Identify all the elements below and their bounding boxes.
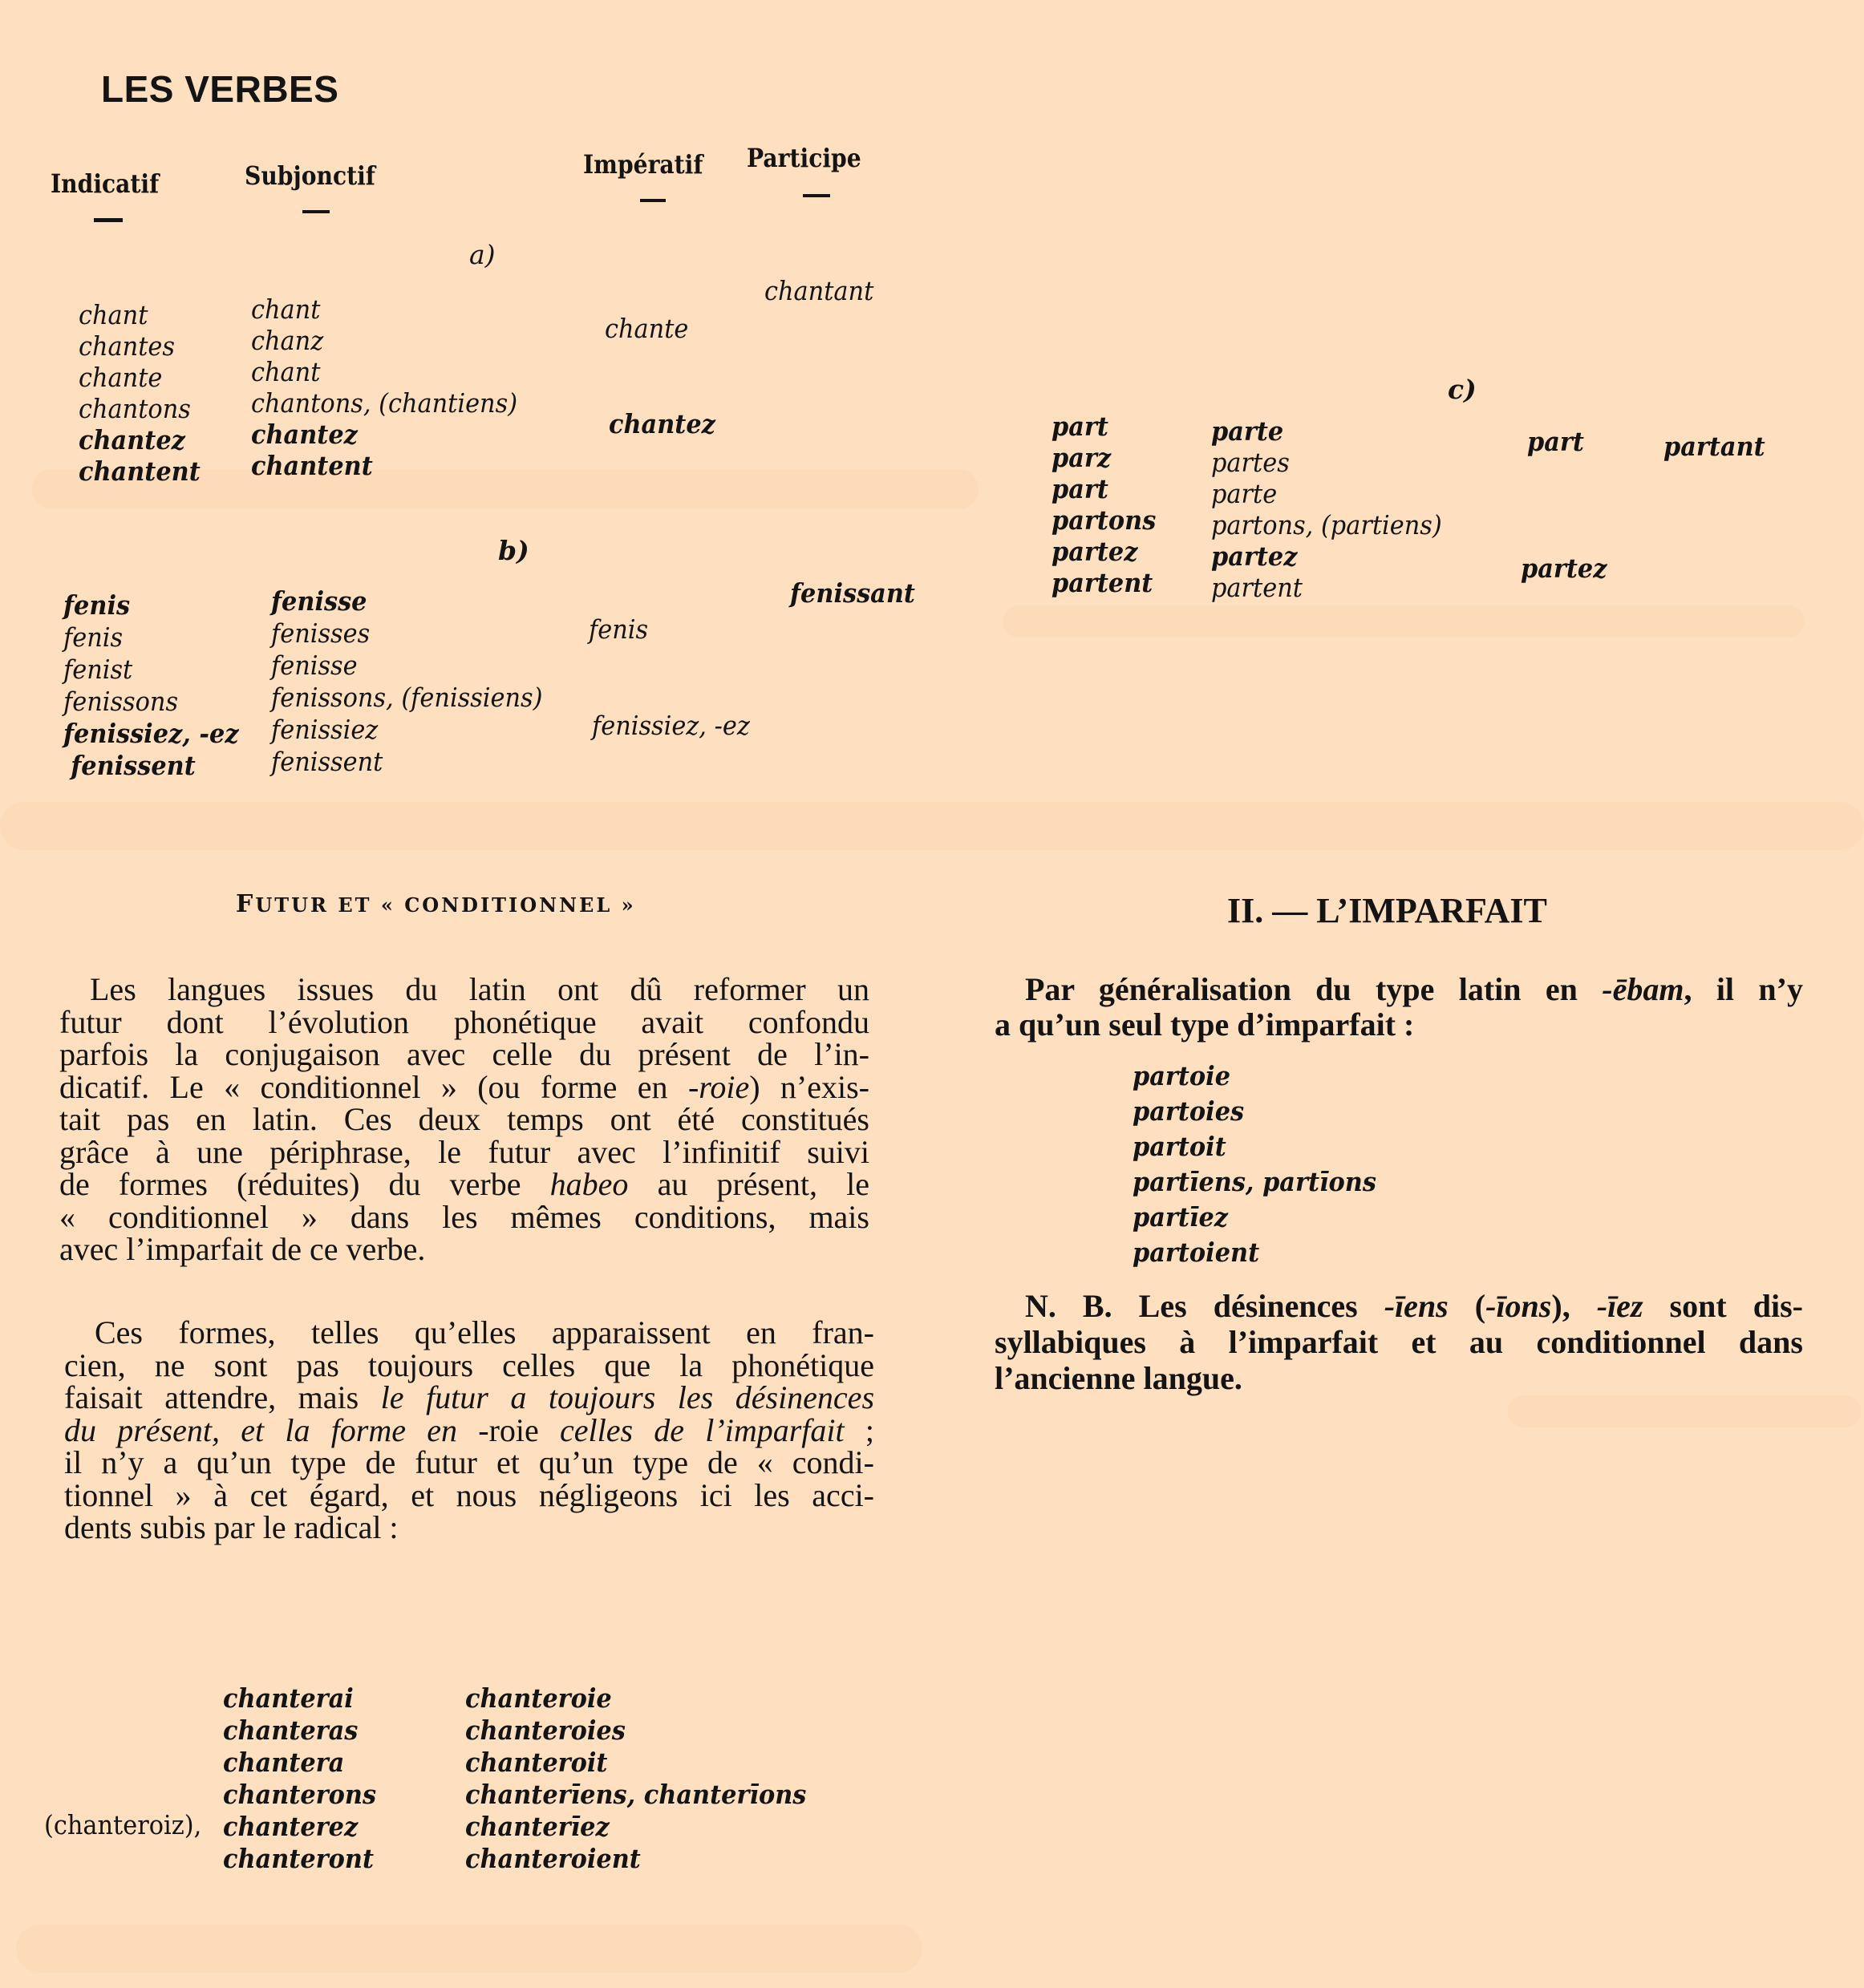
heading-initial: F xyxy=(236,890,256,918)
text-line: syllabiques à l’imparfait et au conditionnel dans xyxy=(995,1324,1803,1360)
text-line: grâce à une périphrase, le futur avec l’infinitif suivi xyxy=(59,1133,869,1170)
form: fenist xyxy=(63,654,133,685)
text-line xyxy=(995,972,1803,1007)
text-segment: N. B. Les désinences xyxy=(1025,1288,1384,1324)
text-line: avec l’imparfait de ce verbe. xyxy=(59,1231,426,1267)
text-segment: dicatif. Le « conditionnel » (ou forme en xyxy=(59,1068,688,1105)
form: chantez xyxy=(251,419,358,450)
text-segment: du présent, et la forme en xyxy=(64,1411,479,1448)
form: chanteroies xyxy=(465,1715,626,1746)
form: chante xyxy=(79,362,163,393)
section-heading-imparfait: II. — L’IMPARFAIT xyxy=(1227,891,1547,930)
form: chanterai xyxy=(223,1682,354,1714)
italic-term: -roie xyxy=(687,1068,750,1105)
indicatif-a xyxy=(79,299,201,487)
form: chant xyxy=(251,356,321,387)
form: chanterīens, chanterīons xyxy=(465,1779,807,1810)
form: partez xyxy=(1211,541,1298,572)
imparfait-intro xyxy=(995,972,1803,1043)
text-line: l’ancienne langue. xyxy=(995,1360,1242,1396)
form: chanz xyxy=(251,325,324,356)
text-line: dents subis par le radical : xyxy=(64,1509,399,1545)
paper-smudge xyxy=(0,802,1864,850)
text-line: cien, ne sont pas toujours celles que la phonétique xyxy=(64,1346,874,1383)
futur-paragraph-2 xyxy=(64,1314,875,1545)
imperatif-a-2: chantez xyxy=(609,408,715,439)
form: chanteront xyxy=(223,1843,374,1874)
text-line: Les langues issues du latin ont dû reformer un xyxy=(90,971,869,1007)
subjonctif-b xyxy=(271,585,542,778)
form: parte xyxy=(1211,478,1278,509)
form: fenis xyxy=(63,622,124,653)
form: fenissons, (fenissiens) xyxy=(271,682,543,713)
form: partīez xyxy=(1133,1201,1229,1233)
subjonctif-c xyxy=(1211,415,1442,603)
form: part xyxy=(1052,411,1108,442)
imperatif-a-1: chante xyxy=(605,313,689,344)
form: chantera xyxy=(223,1747,345,1778)
text-line xyxy=(59,1068,869,1105)
header-dash xyxy=(94,218,123,222)
text-segment: ) n’exis- xyxy=(749,1068,869,1105)
form: partes xyxy=(1211,447,1290,478)
section-heading-futur xyxy=(236,890,636,918)
group-label-a: a) xyxy=(469,239,496,270)
column-header-indicatif: Indicatif xyxy=(51,168,160,199)
imperatif-c-2: partez xyxy=(1521,553,1607,584)
form: chantons, (chantiens) xyxy=(251,387,518,419)
indicatif-c xyxy=(1052,411,1156,598)
form: chantent xyxy=(79,455,201,487)
text-line: parfois la conjugaison avec celle du présent de l’in- xyxy=(59,1036,869,1072)
text-line: a qu’un seul type d’imparfait : xyxy=(995,1006,1415,1043)
text-line xyxy=(64,1411,874,1448)
form: chantez xyxy=(79,424,185,455)
text-line xyxy=(59,1168,869,1201)
paper-smudge xyxy=(1508,1395,1861,1427)
form: partez xyxy=(1052,536,1138,567)
form: fenissons xyxy=(63,686,179,717)
form: fenissent xyxy=(271,746,383,777)
form: chanteroit xyxy=(465,1747,608,1778)
form: part xyxy=(1052,473,1108,504)
imparfait-note xyxy=(995,1288,1803,1396)
italic-term: -īons xyxy=(1485,1288,1552,1324)
paper-smudge xyxy=(1003,605,1805,638)
text-line xyxy=(995,1288,1803,1324)
group-label-b: b) xyxy=(498,535,529,566)
column-header-subjonctif: Subjonctif xyxy=(245,160,375,191)
form: partoit xyxy=(1133,1131,1226,1162)
indicatif-b xyxy=(63,589,239,782)
text-segment: ), xyxy=(1551,1288,1597,1324)
form: chanterons xyxy=(223,1779,377,1810)
participe-b: fenissant xyxy=(790,577,915,609)
italic-term: -roie xyxy=(478,1411,539,1448)
header-dash xyxy=(302,210,330,213)
column-header-participe: Participe xyxy=(747,143,861,173)
form: fenisse xyxy=(271,585,367,617)
subjonctif-a xyxy=(251,294,517,481)
form: parz xyxy=(1052,442,1112,473)
form: partent xyxy=(1211,572,1303,603)
form: chant xyxy=(79,299,148,330)
italic-term: le futur a toujours les désinences xyxy=(380,1379,875,1415)
form: partent xyxy=(1052,567,1153,598)
text-line: tait pas en latin. Ces deux temps ont été constitués xyxy=(59,1101,869,1137)
form: chanteroie xyxy=(465,1682,612,1714)
text-line: il n’y a qu’un type de futur et qu’un type de « condi- xyxy=(64,1444,874,1480)
form: chanteroient xyxy=(465,1843,641,1874)
form: chanterez xyxy=(223,1811,359,1842)
form: chantes xyxy=(79,330,175,362)
form: fenisse xyxy=(271,650,358,681)
form: fenissiez, -ez xyxy=(63,718,239,749)
header-dash xyxy=(640,199,666,202)
conditionnel-forms xyxy=(465,1682,806,1875)
imperatif-b-1: fenis xyxy=(589,613,649,645)
paper-smudge xyxy=(16,1925,922,1973)
imperatif-b-2: fenissiez, -ez xyxy=(592,710,750,741)
text-segment: celles de l’imparfait xyxy=(538,1411,845,1448)
form: parte xyxy=(1211,415,1284,447)
text-line: « conditionnel » dans les mêmes conditions, mais xyxy=(59,1198,869,1235)
text-segment: sont dis- xyxy=(1643,1288,1803,1324)
form: chant xyxy=(251,294,321,325)
italic-term: -īez xyxy=(1596,1288,1643,1324)
text-line: futur dont l’évolution phonétique avait confondu xyxy=(59,1003,869,1040)
group-label-c: c) xyxy=(1448,374,1477,405)
form: fenissiez xyxy=(271,714,379,745)
form: fenis xyxy=(63,589,131,621)
form: partons xyxy=(1052,504,1157,536)
text-segment: ( xyxy=(1448,1288,1486,1324)
form: chanterīez xyxy=(465,1811,610,1842)
form: chantons xyxy=(79,393,191,424)
imperatif-c-1: part xyxy=(1527,426,1584,457)
form: fenisses xyxy=(271,617,371,649)
italic-term: ; xyxy=(844,1411,874,1448)
imparfait-forms xyxy=(1133,1059,1376,1270)
form: chanteras xyxy=(223,1715,359,1746)
form: partoie xyxy=(1133,1060,1231,1091)
italic-term: -īens xyxy=(1384,1288,1449,1324)
text-segment: Par généralisation du type latin en xyxy=(1025,971,1603,1007)
column-header-imperatif: Impératif xyxy=(583,149,703,180)
form: partoies xyxy=(1133,1095,1245,1127)
form: fenissent xyxy=(71,750,196,781)
form: partons, (partiens) xyxy=(1211,509,1442,541)
heading-rest: UTUR ET « CONDITIONNEL » xyxy=(255,893,636,917)
page-title: LES VERBES xyxy=(101,68,339,110)
italic-term: -ēbam xyxy=(1602,971,1684,1007)
italic-term: habeo xyxy=(549,1166,629,1202)
text-segment: faisait attendre, mais xyxy=(64,1379,381,1415)
text-segment: , il n’y xyxy=(1684,971,1803,1007)
futur-forms xyxy=(223,1682,376,1875)
text-line xyxy=(64,1379,875,1415)
participe-a: chantant xyxy=(764,275,874,306)
form: partīens, partīons xyxy=(1133,1166,1376,1197)
text-segment: de formes (réduites) du verbe xyxy=(59,1166,550,1202)
text-line: Ces formes, telles qu’elles apparaissent en fran- xyxy=(95,1314,874,1350)
form: chantent xyxy=(251,450,373,481)
futur-paragraph-1 xyxy=(59,971,869,1267)
text-segment: au présent, le xyxy=(628,1166,869,1202)
participe-c: partant xyxy=(1663,431,1765,462)
futur-variant: (chanteroiz), xyxy=(44,1809,202,1840)
form: partoient xyxy=(1133,1237,1260,1268)
header-dash xyxy=(803,194,830,197)
text-line: tionnel » à cet égard, et nous négligeons ici les acci- xyxy=(64,1476,874,1513)
